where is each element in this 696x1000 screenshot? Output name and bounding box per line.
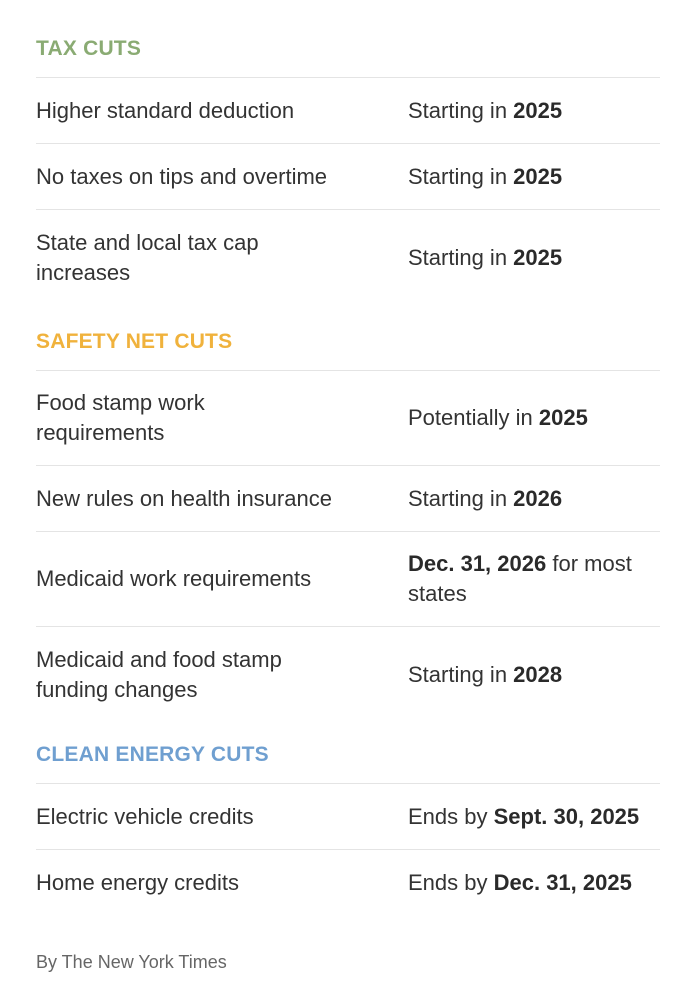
timing-prefix: Ends by	[408, 870, 494, 895]
table-row	[36, 78, 660, 144]
timing-date: 2028	[513, 661, 563, 687]
row-timing	[408, 549, 660, 609]
timing-prefix: Starting in	[408, 163, 514, 189]
byline-credit: By The New York Times	[36, 952, 227, 972]
row-item-label: Electric vehicle credits	[36, 803, 254, 829]
row-item-label: New rules on health insurance	[36, 485, 332, 511]
timing-date: 2026	[513, 485, 563, 511]
row-item-label: Home energy credits	[36, 870, 239, 895]
timing-prefix: Ends by	[408, 803, 494, 829]
timing-prefix: Starting in	[408, 485, 514, 511]
section-heading-tax-cuts: TAX CUTS	[36, 0, 660, 78]
timing-prefix: Starting in	[408, 661, 514, 687]
table-row	[36, 627, 660, 722]
table-row	[36, 850, 660, 916]
row-timing	[408, 868, 660, 898]
table-row	[36, 371, 660, 466]
timing-suffix: for most states	[408, 551, 632, 606]
row-item-label: No taxes on tips and overtime	[36, 163, 328, 189]
timing-date: 2025	[538, 405, 588, 430]
timing-date: Sept. 30, 2025	[493, 803, 640, 829]
row-item-label: Food stamp work requirements	[36, 390, 205, 445]
timing-date: Dec. 31, 2026	[408, 551, 547, 576]
row-timing	[408, 484, 660, 514]
row-timing	[408, 162, 660, 192]
timing-date: Dec. 31, 2025	[493, 870, 632, 895]
row-item-label: Higher standard deduction	[36, 97, 295, 123]
row-timing	[408, 403, 660, 433]
row-timing	[408, 96, 660, 126]
table-row	[36, 532, 660, 627]
row-timing	[408, 243, 660, 273]
table-row	[36, 784, 660, 850]
row-timing	[408, 660, 660, 690]
timing-prefix: Potentially in	[408, 405, 539, 430]
row-timing	[408, 802, 660, 832]
section-heading-clean-energy-cuts: CLEAN ENERGY CUTS	[36, 722, 660, 784]
row-item-label: State and local tax cap increases	[36, 229, 259, 285]
table-row	[36, 144, 660, 210]
section-heading-safety-net-cuts: SAFETY NET CUTS	[36, 305, 660, 371]
timing-date: 2025	[513, 244, 563, 270]
table-row	[36, 466, 660, 532]
row-item-label: Medicaid work requirements	[36, 566, 312, 591]
timing-date: 2025	[513, 97, 563, 123]
timing-prefix: Starting in	[408, 97, 514, 123]
table-row	[36, 210, 660, 305]
timing-prefix: Starting in	[408, 244, 514, 270]
row-item-label: Medicaid and food stamp funding changes	[36, 646, 282, 702]
timing-date: 2025	[513, 163, 563, 189]
